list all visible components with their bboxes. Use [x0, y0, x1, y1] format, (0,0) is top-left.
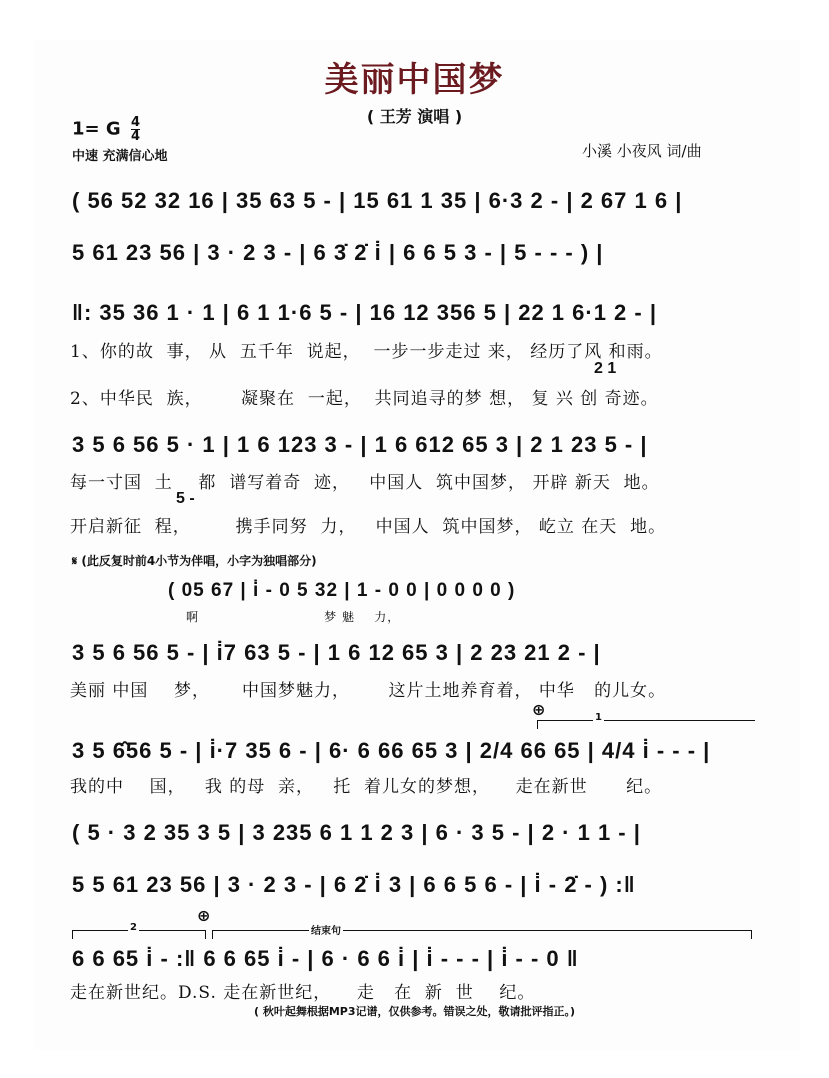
volta-bracket-2: 2	[72, 930, 206, 939]
coda-sign-icon-2: ⊕	[197, 906, 211, 925]
tempo-marking: 中速 充满信心地	[72, 149, 168, 164]
time-signature: $\frac{4}{4}$	[130, 115, 140, 144]
score-line-6: 3 5 6 56 5 - | i̇7 63 5 - | 1 6 12 65 3 | 2 23 21 2 - |	[72, 640, 601, 665]
score-line-9: 5 5 61 23 56 | 3 · 2 3 - | 6 2̇ i̇ 3 | 6 6 5 6 - | i̇ - 2̇ - ) :‖	[72, 872, 636, 897]
score-line-1: ( 56 52 32 16 | 35 63 5 - | 15 61 1 35 | 6·3 2 - | 2 67 1 6 |	[72, 188, 683, 213]
score-line-4: 3 5 6 56 5 · 1 | 1 6 123 3 - | 1 6 612 65 3 | 2 1 23 5 - |	[72, 432, 648, 457]
alt-notes-line3: 2 1	[594, 360, 617, 377]
lyrics-line5: 啊 梦 魅 力，	[186, 610, 401, 624]
key-label: 1= G	[72, 118, 121, 140]
segno-remark: 𝄋 (此反复时前4小节为伴唱，小字为独唱部分)	[72, 554, 317, 568]
ending-bracket: 结束句	[212, 930, 752, 939]
alt-notes-line4: 5 -	[176, 490, 195, 507]
score-line-8: ( 5 · 3 2 35 3 5 | 3 235 6 1 1 2 3 | 6 · 3 5 - | 2 · 1 1 - |	[72, 820, 641, 845]
song-title: 美丽中国梦	[324, 60, 505, 100]
score-line-3: ‖: 35 36 1 · 1 | 6 1 1·6 5 - | 16 12 356 5 | 22 1 6·1 2 - |	[72, 300, 657, 325]
score-line-10: 6 6 65 i̇ - :‖ 6 6 65 i̇ - | 6 · 6 6 i̇ | i̇ - - - | i̇ - - 0 ‖	[72, 946, 579, 971]
volta-bracket-1: 1	[537, 720, 755, 729]
key-signature	[72, 116, 140, 143]
score-line-5: ( 05 67 | i̇ - 0 5 32 | 1 - 0 0 | 0 0 0 0 )	[168, 580, 516, 601]
coda-sign-icon: ⊕	[532, 700, 546, 719]
score-line-2: 5 61 23 56 | 3 · 2 3 - | 6 3̇ 2̇ i̇ | 6 6 5 3 - | 5 - - - ) |	[72, 240, 604, 265]
lyrics-line10: 走在新世纪。D.S. 走在新世纪， 走 在 新 世 纪。	[70, 983, 536, 1003]
lyrics-verse2-line4: 开启新征 程， 携手同努 力， 中国人 筑中国梦， 屹立 在天 地。	[70, 517, 667, 537]
lyrics-verse1-line4: 每一寸国 土 都 谱写着奇 迹， 中国人 筑中国梦， 开辟 新天 地。	[70, 473, 660, 493]
lyrics-verse1-line3: 1、你的故 事， 从 五千年 说起， 一步一步走过 来， 经历了风 和雨。	[70, 342, 663, 362]
lyrics-line7: 我的中 国， 我 的母 亲， 托 着儿女的梦想， 走在新世 纪。	[70, 777, 663, 797]
singer-credit: ( 王芳 演唱 )	[366, 107, 463, 126]
transcriber-note: ( 秋叶起舞根据MP3记谱，仅供参考。错误之处，敬请批评指正。)	[253, 1005, 576, 1018]
lyrics-line6: 美丽 中国 梦， 中国梦魅力， 这片土地养育着， 中华 的儿女。	[70, 681, 667, 701]
author-credit: 小溪 小夜风 词/曲	[582, 142, 702, 160]
lyrics-verse2-line3: 2、中华民 族， 凝聚在 一起， 共同追寻的梦 想， 复 兴 创 奇迹。	[70, 389, 659, 409]
score-line-7: 3 5 6̂56 5 - | i̇·7 35 6 - | 6· 6 66 65 3 | 2/4 66 65 | 4/4 i̇ - - - |	[72, 738, 711, 763]
